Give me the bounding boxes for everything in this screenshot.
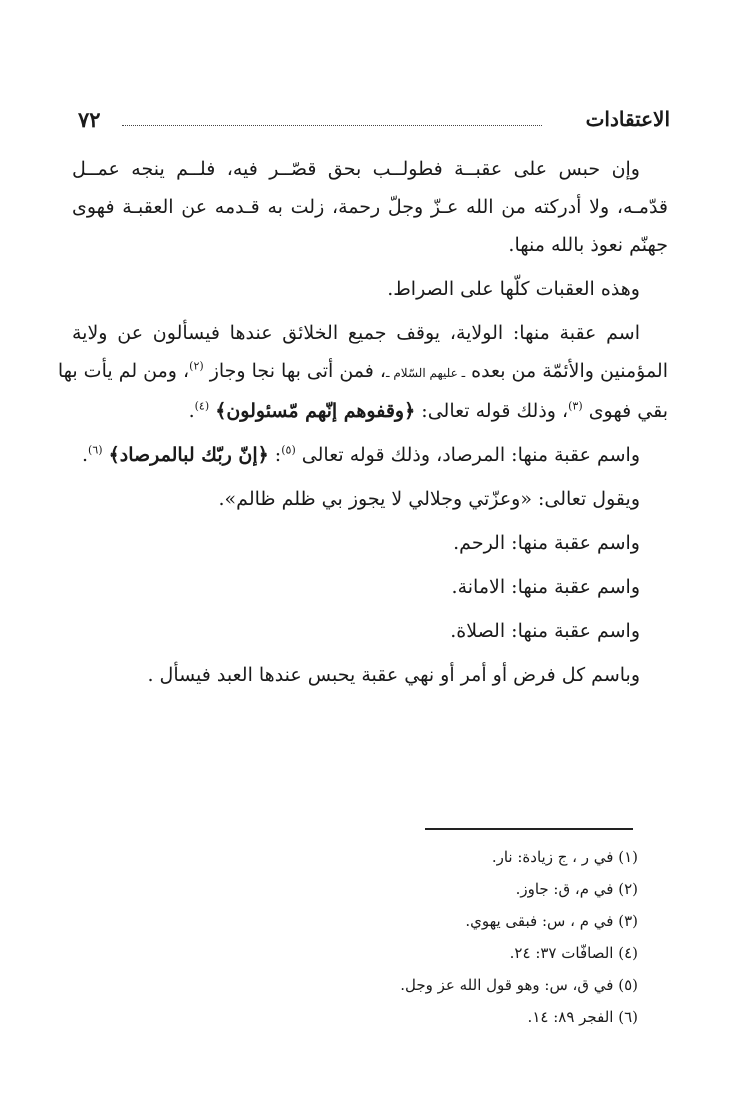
footnote: (٤) الصافّات ٣٧: ٢٤. — [509, 944, 638, 962]
text-run: المؤمنين والأئمّة من بعده — [471, 360, 668, 382]
footnote-ref: (٤) — [194, 399, 210, 413]
paragraph-1-line-1: وإن حبس على عقبــة فطولــب بحق قصّــر فيه، فلــم ينجه عمــل — [72, 158, 640, 180]
paragraph-4 — [72, 436, 668, 474]
footnote-ref: (٣) — [568, 399, 583, 413]
paragraph-7: واسم عقبة منها: الامانة. — [451, 576, 640, 598]
text-run: قدّمـه، ولا أدركته من الله عـزّ وجلّ رحمة، زلت به قـدمه عن العقبـة فهوى — [72, 196, 668, 218]
page-header — [78, 103, 670, 139]
footnote: (١) في ر ، ج زيادة: نار. — [491, 848, 638, 866]
header-dotted-leader — [122, 125, 542, 126]
paragraph-1-line-3: جهنّم نعوذ بالله منها. — [508, 234, 668, 256]
text-run: واسم عقبة منها: المرصاد، وذلك قوله تعالى — [301, 444, 640, 466]
quran-quote: ﴿إنّ ربّك لبالمرصاد﴾ — [108, 444, 269, 466]
paragraph-3-line-3 — [72, 392, 668, 430]
footnote: (٢) في م، ق: جاوز. — [515, 880, 638, 898]
main-text — [57, 150, 668, 694]
footnote: (٥) في ق، س: وهو قول الله عز وجل. — [400, 976, 638, 994]
footnote-ref: (٥) — [281, 443, 296, 457]
paragraph-1-line-2 — [72, 188, 668, 226]
text-run: ، وذلك قوله تعالى: — [415, 400, 569, 422]
text-run: . — [188, 400, 195, 422]
paragraph-3-line-1: اسم عقبة منها: الولاية، يوقف جميع الخلائق عندها فيسألون عن ولاية — [72, 322, 640, 344]
honorific-text: ـ عليهم السّلام ـ — [386, 366, 466, 380]
text-run: : — [268, 444, 282, 466]
footnote-separator — [425, 828, 633, 830]
paragraph-2: وهذه العقبات كلّها على الصراط. — [387, 278, 640, 300]
footnote: (٦) الفجر ٨٩: ١٤. — [527, 1008, 638, 1026]
text-run: . — [82, 444, 89, 466]
footnotes — [300, 841, 638, 1033]
paragraph-9: وباسم كل فرض أو أمر أو نهي عقبة يحبس عندها العبد فيسأل . — [147, 664, 640, 686]
text-run: ، ومن لم يأت بها — [57, 360, 190, 382]
paragraph-5: ويقول تعالى: «وعزّتي وجلالي لا يجوز بي ظلم ظالم». — [218, 488, 640, 510]
text-run: بقي فهوى — [588, 400, 668, 422]
paragraph-8: واسم عقبة منها: الصلاة. — [450, 620, 640, 642]
text-run: ، فمن أتى بها نجا وجاز — [209, 360, 387, 382]
paragraph-3-line-2 — [57, 352, 668, 392]
page-title: الاعتقادات — [585, 107, 670, 131]
quran-quote: ﴿وقفوهم إنّهم مّسئولون﴾ — [215, 400, 416, 422]
page-number: ٧٢ — [78, 107, 101, 132]
footnote-ref: (٢) — [189, 359, 204, 373]
footnote: (٣) في م ، س: فبقى يهوي. — [465, 912, 638, 930]
paragraph-6: واسم عقبة منها: الرحم. — [453, 532, 640, 554]
footnote-ref: (٦) — [88, 443, 103, 457]
